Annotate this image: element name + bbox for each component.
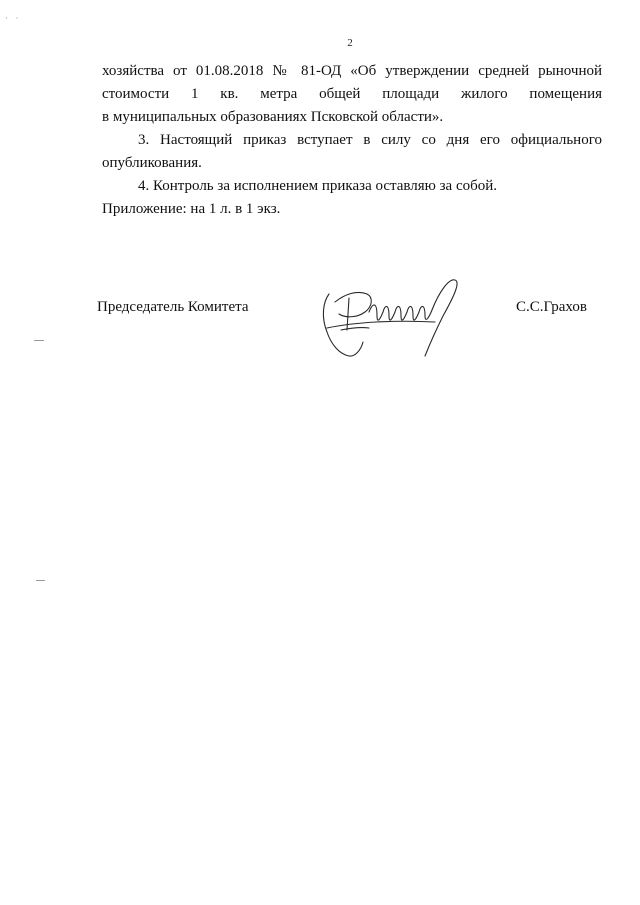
paragraph-line: 3. Настоящий приказ вступает в силу со дня его официального [138,132,602,148]
scan-artifact: · · [5,14,22,23]
paragraph-line: в муниципальных образованиях Псковской области». [102,109,444,125]
document-body [102,60,602,221]
signer-position: Председатель Комитета [97,299,249,315]
scan-artifact [34,340,44,341]
handwritten-signature [315,272,465,367]
scan-artifact [36,580,45,581]
signer-name: С.С.Грахов [516,299,587,315]
paragraph-line: опубликования. [102,155,202,171]
paragraph-item-4: 4. Контроль за исполнением приказа оставляю за собой. [138,178,498,194]
paragraph-line: стоимости 1 кв. метра общей площади жилого помещения [102,86,602,102]
page-number: 2 [347,37,353,49]
signature-block [0,298,640,368]
attachment-note: Приложение: на 1 л. в 1 экз. [102,201,281,217]
paragraph-line: хозяйства от 01.08.2018 № 81-ОД «Об утверждении средней рыночной [102,63,602,79]
